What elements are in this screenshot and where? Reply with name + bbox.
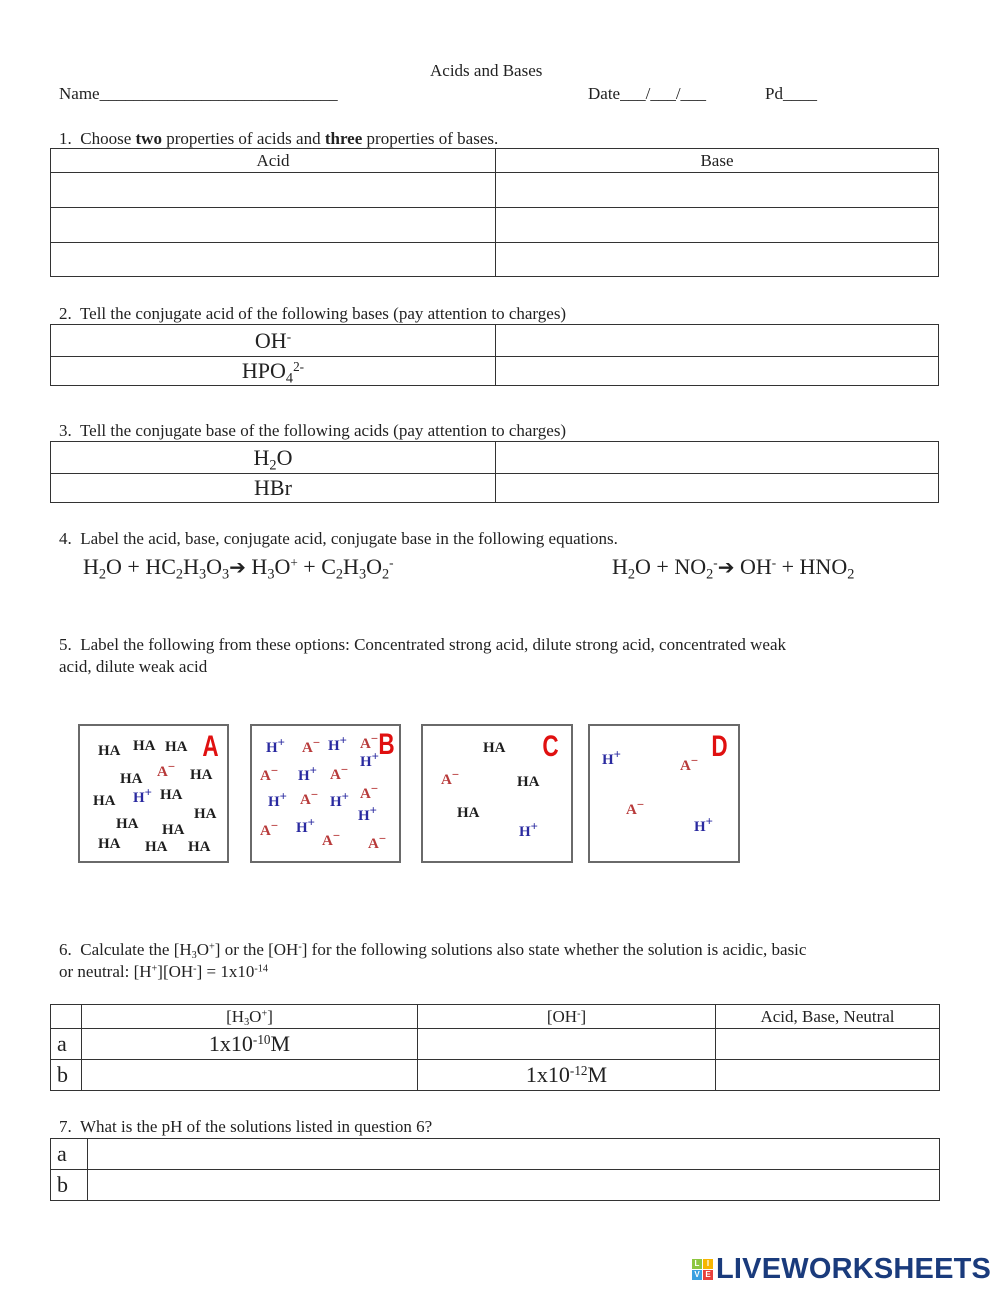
q1-prompt-text: properties of acids and xyxy=(161,129,325,148)
box-letter-b: B xyxy=(378,728,395,761)
q6-row-label-a: a xyxy=(51,1029,82,1060)
species-h-plus: H+ xyxy=(602,747,621,768)
q4-equation-2: $H_2O$ + $NO_2^-➔$ $OH^- + HNO_2$ xyxy=(612,554,855,583)
liveworksheets-logo[interactable] xyxy=(692,1254,991,1284)
species-a-minus: A− xyxy=(680,753,699,774)
live-tiles-icon xyxy=(692,1259,713,1280)
q5-prompt-line-2: acid, dilute weak acid xyxy=(59,657,208,676)
species-h-plus: H+ xyxy=(266,735,285,756)
q1-number: 1. xyxy=(59,129,72,148)
q6-a-type-answer[interactable] xyxy=(716,1029,940,1060)
q3-acid-h2o xyxy=(51,442,496,474)
q7-row-label-b: b xyxy=(51,1170,88,1201)
species-h-plus: H+ xyxy=(328,733,347,754)
logo-tile-i: I xyxy=(703,1259,713,1269)
q6-b-oh-value: $1x10^{-12}M$ xyxy=(418,1060,716,1091)
date-input-blank[interactable]: ___/___/___ xyxy=(620,84,707,103)
formula-text: HBr xyxy=(254,475,292,500)
species-ha: HA xyxy=(133,738,156,754)
q7-prompt xyxy=(59,1117,432,1137)
logo-wordmark: LIVEWORKSHEETS xyxy=(716,1253,992,1285)
q6-header-blank xyxy=(51,1005,82,1029)
name-field-row xyxy=(59,84,338,104)
q4-number: 4. xyxy=(59,529,72,548)
species-h-plus: H+ xyxy=(360,749,379,770)
species-h-plus: H+ xyxy=(296,815,315,836)
species-a-minus: A− xyxy=(360,731,379,752)
species-h-plus: H+ xyxy=(268,789,287,810)
q6-concentration-table xyxy=(50,1004,940,1091)
box-letter-c: C xyxy=(542,730,559,763)
species-a-minus: A− xyxy=(626,797,645,818)
species-h-plus: H+ xyxy=(330,789,349,810)
charge-superscript: 2- xyxy=(293,358,305,374)
charge-superscript: - xyxy=(286,328,292,344)
q3-number: 3. xyxy=(59,421,72,440)
q7-b-ph-answer[interactable] xyxy=(88,1170,940,1201)
q6-prompt-line-1: 6. Calculate the $[H_3O^+]$ or the [OH-] for the following solutions also state whether the solution is acidic, basic xyxy=(59,940,807,962)
species-ha: HA xyxy=(93,793,116,809)
q2-answer-1[interactable] xyxy=(496,325,939,357)
q3-prompt xyxy=(59,421,566,441)
species-a-minus: A− xyxy=(260,763,279,784)
q2-base-hpo4 xyxy=(51,357,496,386)
q3-conjugate-base-table xyxy=(50,441,939,503)
species-a-minus: A− xyxy=(368,831,387,852)
period-label: Pd xyxy=(765,84,783,103)
diagram-box-a[interactable] xyxy=(78,724,229,863)
species-a-minus: A− xyxy=(302,735,321,756)
q1-header-base: Base xyxy=(496,149,939,173)
q1-acid-answer-1[interactable] xyxy=(51,173,496,208)
q3-prompt-text: Tell the conjugate base of the following acids (pay attention to charges) xyxy=(79,421,567,440)
q2-prompt-text: Tell the conjugate acid of the following bases (pay attention to charges) xyxy=(79,304,567,323)
q7-ph-table xyxy=(50,1138,940,1201)
formula-text: HPO xyxy=(241,358,286,383)
q3-acid-hbr xyxy=(51,474,496,503)
logo-tile-l: L xyxy=(692,1259,702,1269)
diagram-box-c[interactable] xyxy=(421,724,573,863)
q1-base-answer-2[interactable] xyxy=(496,208,939,243)
species-a-minus: A− xyxy=(300,787,319,808)
q1-prompt-text: properties of bases. xyxy=(362,129,499,148)
box-letter-d: D xyxy=(711,730,728,763)
q6-row-label-b: b xyxy=(51,1060,82,1091)
q2-answer-2[interactable] xyxy=(496,357,939,386)
q6-header-h3o: $[H_3O^+]$ xyxy=(82,1005,418,1029)
date-field-row xyxy=(588,84,706,104)
q7-prompt-text: What is the pH of the solutions listed in question 6? xyxy=(79,1117,433,1136)
logo-tile-v: V xyxy=(692,1270,702,1280)
species-a-minus: A− xyxy=(360,781,379,802)
species-ha: HA xyxy=(162,822,185,838)
q6-b-type-answer[interactable] xyxy=(716,1060,940,1091)
q3-answer-2[interactable] xyxy=(496,474,939,503)
q5-prompt-text: Label the following from these options: Concentrated strong acid, dilute strong acid, concentrated weak xyxy=(80,635,787,654)
q4-prompt-text: Label the acid, base, conjugate acid, conjugate base in the following equations. xyxy=(80,529,618,548)
q1-emphasis-two: two xyxy=(135,129,162,148)
species-ha: HA xyxy=(457,805,480,821)
species-ha: HA xyxy=(98,743,121,759)
species-a-minus: A− xyxy=(330,762,349,783)
species-h-plus: H+ xyxy=(358,803,377,824)
q5-number: 5. xyxy=(59,635,72,654)
q4-prompt xyxy=(59,529,618,549)
period-input-blank[interactable]: ____ xyxy=(782,84,817,103)
species-h-plus: H+ xyxy=(133,785,152,806)
q1-acid-answer-2[interactable] xyxy=(51,208,496,243)
name-input-blank[interactable]: ____________________________ xyxy=(99,84,338,103)
species-ha: HA xyxy=(165,739,188,755)
q2-number: 2. xyxy=(59,304,72,323)
q6-a-oh-answer[interactable] xyxy=(418,1029,716,1060)
q4-equation-1: $H_2O$ + $HC_2H_3O_3➔$ $H_3O^+ + C_2H_3O_2^-$ xyxy=(83,554,394,583)
q6-b-h3o-answer[interactable] xyxy=(82,1060,418,1091)
species-ha: HA xyxy=(145,839,168,855)
name-label: Name xyxy=(59,84,100,103)
worksheet-title: Acids and Bases xyxy=(430,61,543,80)
logo-tile-e: E xyxy=(703,1270,713,1280)
formula-text: O xyxy=(276,444,293,470)
q6-a-h3o-value: $1x10^{-10}M$ xyxy=(82,1029,418,1060)
reaction-arrow-icon: ➔ xyxy=(717,557,735,579)
species-ha: HA xyxy=(517,774,540,790)
species-h-plus: H+ xyxy=(298,763,317,784)
species-ha: HA xyxy=(116,816,139,832)
q7-row-label-a: a xyxy=(51,1139,88,1170)
q1-header-acid: Acid xyxy=(51,149,496,173)
q2-conjugate-acid-table xyxy=(50,324,939,386)
species-a-minus: A− xyxy=(322,828,341,849)
q1-prompt xyxy=(59,129,498,149)
formula-text: H xyxy=(253,444,270,470)
species-ha: HA xyxy=(98,836,121,852)
species-ha: HA xyxy=(160,787,183,803)
q1-base-answer-3[interactable] xyxy=(496,243,939,277)
q7-a-ph-answer[interactable] xyxy=(88,1139,940,1170)
species-ha: HA xyxy=(188,839,211,855)
species-a-minus: A− xyxy=(157,759,176,780)
diagram-box-b[interactable] xyxy=(250,724,401,863)
q6-header-oh: [OH-] xyxy=(418,1005,716,1029)
species-h-plus: H+ xyxy=(519,819,538,840)
subscript: 2 xyxy=(269,456,277,473)
q6-prompt-line-2: or neutral: $[H^+][OH^-] = 1x10^{-14}$ xyxy=(59,962,268,981)
species-ha: HA xyxy=(120,771,143,787)
q2-base-oh xyxy=(51,325,496,357)
q1-base-answer-1[interactable] xyxy=(496,173,939,208)
q1-acid-answer-3[interactable] xyxy=(51,243,496,277)
q2-prompt xyxy=(59,304,566,324)
reaction-arrow-icon: ➔ xyxy=(229,557,246,579)
species-ha: HA xyxy=(190,767,213,783)
q7-number: 7. xyxy=(59,1117,72,1136)
species-ha: HA xyxy=(194,806,217,822)
q5-prompt-line-1 xyxy=(59,635,786,655)
q1-prompt-text: Choose xyxy=(80,129,136,148)
species-a-minus: A− xyxy=(260,818,279,839)
q1-properties-table xyxy=(50,148,939,277)
period-field-row xyxy=(765,84,817,104)
q6-header-acid-base-neutral: Acid, Base, Neutral xyxy=(716,1005,940,1029)
box-letter-a: A xyxy=(202,730,219,763)
q3-answer-1[interactable] xyxy=(496,442,939,474)
species-a-minus: A− xyxy=(441,767,460,788)
species-h-plus: H+ xyxy=(694,814,713,835)
diagram-box-d[interactable] xyxy=(588,724,740,863)
formula-text: OH xyxy=(254,327,287,353)
q6-number: 6. xyxy=(59,940,72,959)
date-label: Date xyxy=(588,84,621,103)
q1-emphasis-three: three xyxy=(324,129,363,148)
subscript: 4 xyxy=(285,370,294,387)
species-ha: HA xyxy=(483,740,506,756)
